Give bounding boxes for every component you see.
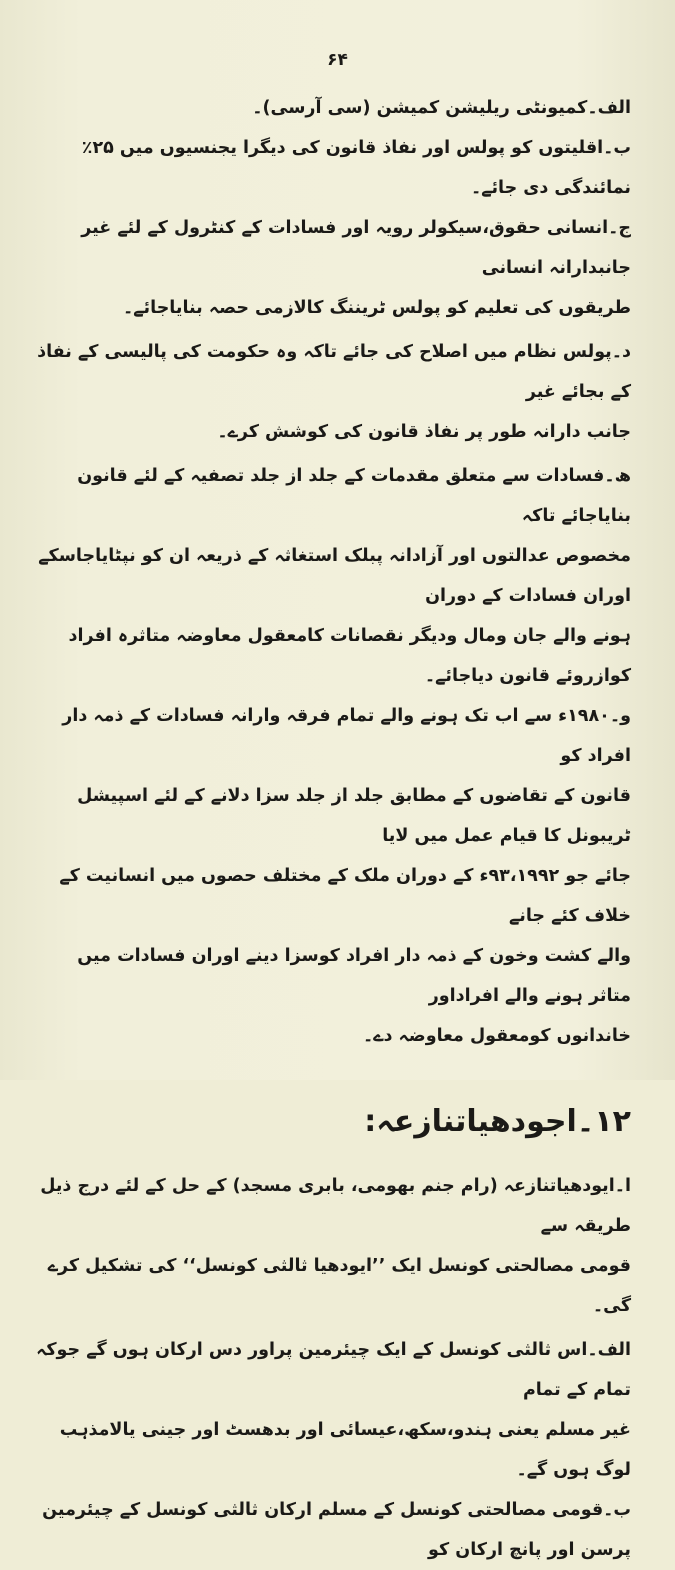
page-number: ۶۴ bbox=[327, 50, 348, 70]
text-line: ب۔قومی مصالحتی کونسل کے مسلم ارکان ثالثی کونسل کے چیئرمین پرسن اور پانچ ارکان کو bbox=[42, 1500, 631, 1560]
text-line: مخصوص عدالتوں اور آزادانہ پبلک استغاثہ کے ذریعہ ان کو نپٹایاجاسکے اوران فسادات کے دوران bbox=[38, 546, 631, 606]
text-line: قومی مصالحتی کونسل ایک ’’ایودھیا ثالثی کونسل‘‘ کی تشکیل کرے گی۔ bbox=[47, 1256, 631, 1316]
text-line: قانون کے تقاضوں کے مطابق جلد از جلد سزا دلانے کے لئے اسپیشل ٹریبونل کا قیام عمل میں لایا bbox=[77, 786, 631, 846]
text-line: ا۔ایودھیاتنازعہ (رام جنم بھومی، بابری مسجد) کے حل کے لئے درج ذیل طریقہ سے bbox=[40, 1176, 631, 1236]
text-line: ھ۔فسادات سے متعلق مقدمات کے جلد از جلد تصفیہ کے لئے قانون بنایاجائے تاکہ bbox=[77, 466, 631, 526]
text-line: خاندانوں کومعقول معاوضہ دے۔ bbox=[362, 1026, 631, 1046]
text-line: ہونے والے جان ومال ودیگر نقصانات کامعقول معاوضہ متاثرہ افراد کوازروئے قانون دیاجائے۔ bbox=[68, 626, 631, 686]
text-line: د۔پولس نظام میں اصلاح کی جائے تاکہ وہ حکومت کی پالیسی کے نفاذ کے بجائے غیر bbox=[37, 342, 631, 402]
page-body bbox=[36, 88, 631, 1570]
text-line: الف۔کمیونٹی ریلیشن کمیشن (سی آرسی)۔ bbox=[252, 98, 631, 118]
text-line: ج۔انسانی حقوق،سیکولر رویہ اور فسادات کے کنٹرول کے لئے غیر جانبدارانہ انسانی bbox=[81, 218, 631, 278]
text-line: جانب دارانہ طور پر نفاذ قانون کی کوشش کرے۔ bbox=[217, 422, 631, 442]
text-line: غیر مسلم یعنی ہندو،سکھ،عیسائی اور بدھسٹ اور جینی یالامذہب لوگ ہوں گے۔ bbox=[59, 1420, 631, 1480]
text-line: الف۔اس ثالثی کونسل کے ایک چیئرمین پراور دس ارکان ہوں گے جوکہ تمام کے تمام bbox=[36, 1340, 631, 1400]
text-line: طریقوں کی تعلیم کو پولس ٹریننگ کالازمی حصہ بنایاجائے۔ bbox=[123, 298, 631, 318]
text-line: جائے جو ۹۳،۱۹۹۲ء کے دوران ملک کے مختلف حصوں میں انسانیت کے خلاف کئے جانے bbox=[59, 866, 631, 926]
text-line: و۔۱۹۸۰ء سے اب تک ہونے والے تمام فرقہ وارانہ فسادات کے ذمہ دار افراد کو bbox=[62, 706, 631, 766]
text-line: ب۔اقلیتوں کو پولس اور نفاذ قانون کی دیگرا یجنسیوں میں ۲۵٪ نمائندگی دی جائے۔ bbox=[81, 138, 631, 198]
section-heading: ۱۲۔اجودھیاتنازعہ: bbox=[364, 1104, 631, 1139]
text-line: والے کشت وخون کے ذمہ دار افراد کوسزا دینے اوران فسادات میں متاثر ہونے والے افراداور bbox=[77, 946, 631, 1006]
